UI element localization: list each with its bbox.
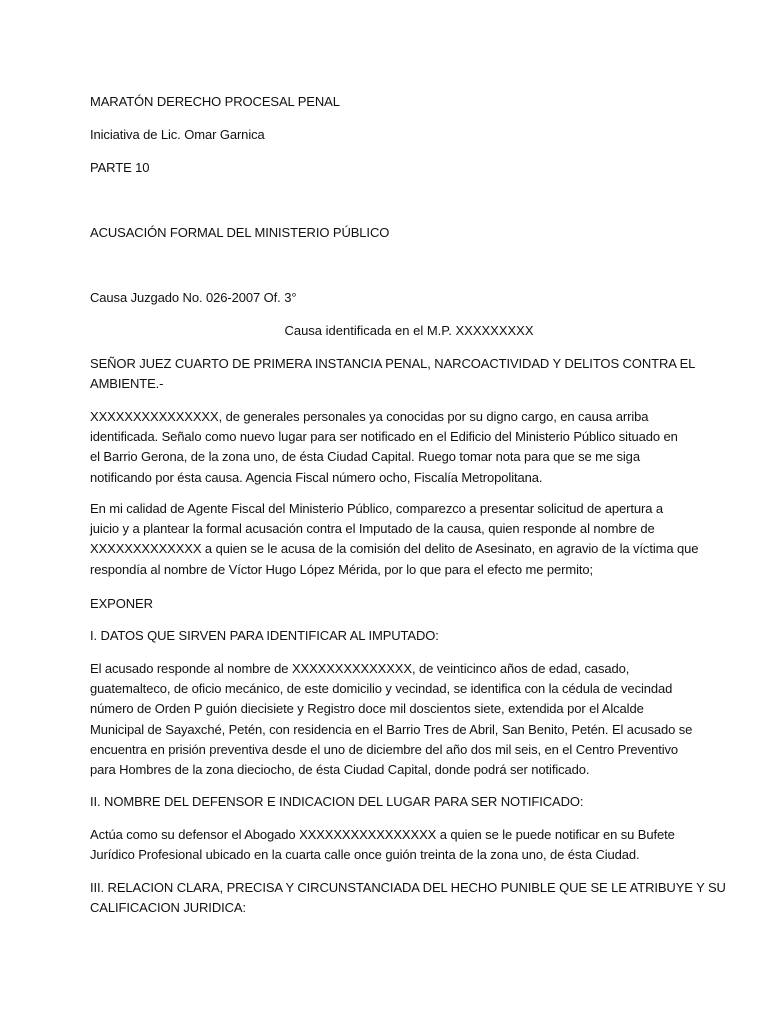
paragraph-line: Municipal de Sayaxché, Petén, con residencia en el Barrio Tres de Abril, San Benito, Petén. El acusado se (90, 721, 693, 737)
heading-line: III. RELACION CLARA, PRECISA Y CIRCUNSTANCIADA DEL HECHO PUNIBLE QUE SE LE ATRIBUYE Y SU (90, 880, 726, 895)
paragraph-line: Jurídico Profesional ubicado en la cuarta calle once guión treinta de la zona uno, de ésta Ciudad. (90, 847, 640, 863)
defender-paragraph (90, 825, 680, 865)
paragraph-line: número de Orden P guión diecisiete y Registro doce mil doscientos siete, extendida por el Alcalde (90, 701, 644, 717)
mp-case-identifier: Causa identificada en el M.P. XXXXXXXXX (284, 323, 534, 338)
paragraph-line: encuentra en prisión preventiva desde el uno de diciembre del año dos mil seis, en el Centro Preventivo (90, 741, 679, 757)
paragraph-line: El acusado responde al nombre de XXXXXXXXXXXXXX, de veinticinco años de edad, casado, (90, 661, 630, 676)
accused-paragraph (90, 659, 693, 780)
paragraph-line: el Barrio Gerona, de la zona uno, de ésta Ciudad Capital. Ruego tomar nota para que se me siga (90, 449, 640, 465)
addressee-block (90, 354, 696, 394)
paragraph-line: para Hombres de la zona dieciocho, de ésta Ciudad Capital, donde podrá ser notificado. (90, 762, 590, 778)
heading-line: CALIFICACION JURIDICA: (90, 900, 246, 916)
section-1-heading: I. DATOS QUE SIRVEN PARA IDENTIFICAR AL IMPUTADO: (90, 628, 439, 643)
addressee-line: SEÑOR JUEZ CUARTO DE PRIMERA INSTANCIA PENAL, NARCOACTIVIDAD Y DELITOS CONTRA EL (90, 356, 696, 371)
section-3-heading (90, 878, 726, 918)
paragraph-line: En mi calidad de Agente Fiscal del Ministerio Público, comparezco a presentar solicitud de apertura a (90, 501, 664, 516)
part-label: PARTE 10 (90, 160, 150, 175)
addressee-line: AMBIENTE.- (90, 376, 164, 392)
initiative-line: Iniciativa de Lic. Omar Garnica (90, 127, 265, 142)
paragraph-line: juicio y a plantear la formal acusación contra el Imputado de la causa, quien responde al nombre de (90, 521, 655, 537)
paragraph-line: XXXXXXXXXXXXX a quien se le acusa de la comisión del delito de Asesinato, en agravio de la víctima que (90, 541, 699, 557)
agent-quality-paragraph (90, 499, 699, 580)
paragraph-line: identificada. Señalo como nuevo lugar para ser notificado en el Edificio del Ministerio Público situado en (90, 429, 678, 445)
exponer-heading: EXPONER (90, 596, 153, 611)
section-2-heading: II. NOMBRE DEL DEFENSOR E INDICACION DEL LUGAR PARA SER NOTIFICADO: (90, 794, 584, 809)
paragraph-line: guatemalteco, de oficio mecánico, de este domicilio y vecindad, se identifica con la cédula de vecindad (90, 681, 673, 697)
paragraph-line: Actúa como su defensor el Abogado XXXXXXXXXXXXXXXX a quien se le puede notificar en su Bufete (90, 827, 675, 842)
intro-paragraph (90, 407, 680, 488)
accusation-heading: ACUSACIÓN FORMAL DEL MINISTERIO PÚBLICO (90, 225, 390, 240)
paragraph-line: respondía al nombre de Víctor Hugo López Mérida, por lo que para el efecto me permito; (90, 561, 594, 577)
document-title: MARATÓN DERECHO PROCESAL PENAL (90, 94, 340, 109)
paragraph-line: notificando por ésta causa. Agencia Fiscal número ocho, Fiscalía Metropolitana. (90, 469, 543, 485)
court-case-number: Causa Juzgado No. 026-2007 Of. 3° (90, 290, 297, 305)
paragraph-line: XXXXXXXXXXXXXXX, de generales personales ya conocidas por su digno cargo, en causa arriba (90, 409, 649, 424)
